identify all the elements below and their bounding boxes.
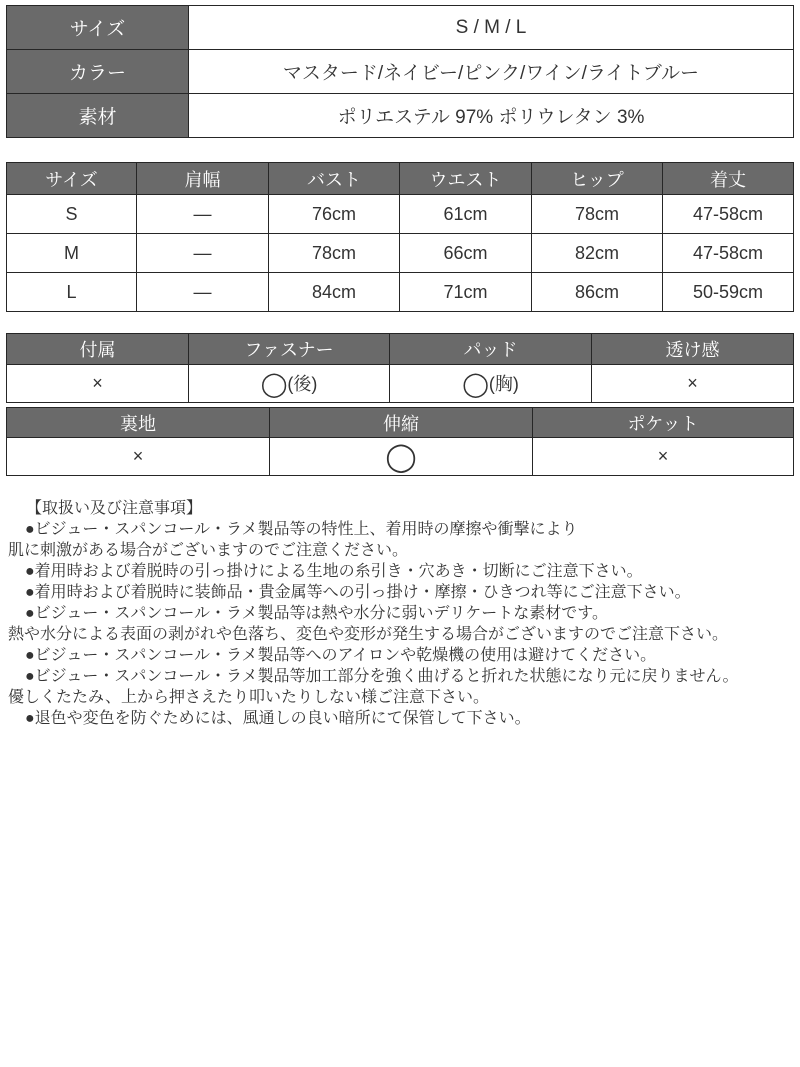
cell: M <box>7 234 137 273</box>
column-header-stretch: 伸縮 <box>270 408 533 438</box>
table-row <box>7 50 794 94</box>
column-header-lining: 裏地 <box>7 408 270 438</box>
care-notes-heading: 【取扱い及び注意事項】 <box>26 500 203 517</box>
care-note-line: 肌に刺激がある場合がございますのでご注意ください。 <box>8 542 409 559</box>
circle-note: (後) <box>287 374 318 394</box>
care-notes <box>6 498 794 729</box>
table-row-m <box>7 234 794 273</box>
cell: 71cm <box>400 273 532 312</box>
size-table-header-row <box>7 163 794 195</box>
cell: ― <box>137 195 269 234</box>
column-header-accessory: 付属 <box>7 334 189 365</box>
cell: 78cm <box>269 234 400 273</box>
spec-label-color: カラー <box>7 50 189 94</box>
cell-fastener <box>189 365 390 403</box>
cross-mark: × <box>657 446 669 466</box>
table-row <box>7 94 794 138</box>
table-row-l <box>7 273 794 312</box>
feature-value-row <box>7 438 794 476</box>
feature-table-group1 <box>6 333 794 403</box>
cell: 66cm <box>400 234 532 273</box>
column-header-pad: パッド <box>390 334 592 365</box>
cell: L <box>7 273 137 312</box>
cross-mark: × <box>687 373 698 393</box>
feature-header-row <box>7 408 794 438</box>
care-note-line: ●退色や変色を防ぐためには、風通しの良い暗所にて保管して下さい。 <box>25 710 531 727</box>
cell: 47-58cm <box>663 234 794 273</box>
care-note-line: ●ビジュー・スパンコール・ラメ製品等へのアイロンや乾燥機の使用は避けてください。 <box>25 647 657 664</box>
circle-mark: ◯ <box>462 371 489 398</box>
circle-mark: ◯ <box>385 440 417 472</box>
cell-pocket <box>533 438 794 476</box>
cell: 76cm <box>269 195 400 234</box>
column-header-transparency: 透け感 <box>592 334 794 365</box>
care-note-line: ●ビジュー・スパンコール・ラメ製品等加工部分を強く曲げると折れた状態になり元に戻りません。 <box>25 668 739 685</box>
column-header-hip: ヒップ <box>532 163 663 195</box>
spec-value-color: マスタード/ネイビー/ピンク/ワイン/ライトブルー <box>189 50 794 94</box>
cell: 84cm <box>269 273 400 312</box>
cell: ― <box>137 273 269 312</box>
column-header-waist: ウエスト <box>400 163 532 195</box>
column-header-size: サイズ <box>7 163 137 195</box>
size-measurement-table <box>6 162 794 312</box>
cross-mark: × <box>132 446 144 466</box>
column-header-length: 着丈 <box>663 163 794 195</box>
care-note-line: ●着用時および着脱時の引っ掛けによる生地の糸引き・穴あき・切断にご注意下さい。 <box>25 563 643 580</box>
table-row <box>7 6 794 50</box>
cell: 82cm <box>532 234 663 273</box>
feature-header-row <box>7 334 794 365</box>
column-header-fastener: ファスナー <box>189 334 390 365</box>
cell: 86cm <box>532 273 663 312</box>
spec-label-material: 素材 <box>7 94 189 138</box>
spec-table <box>6 5 794 138</box>
care-note-line: 優しくたたみ、上から押さえたり叩いたりしない様ご注意下さい。 <box>8 689 489 706</box>
circle-note: (胸) <box>488 374 519 394</box>
care-note-line: ●ビジュー・スパンコール・ラメ製品等は熱や水分に弱いデリケートな素材です。 <box>25 605 608 622</box>
cell-transparency <box>592 365 794 403</box>
column-header-bust: バスト <box>269 163 400 195</box>
column-header-pocket: ポケット <box>533 408 794 438</box>
cell: 78cm <box>532 195 663 234</box>
column-header-shoulder: 肩幅 <box>137 163 269 195</box>
cell-accessory <box>7 365 189 403</box>
care-note-line: ●ビジュー・スパンコール・ラメ製品等の特性上、着用時の摩擦や衝撃により <box>25 521 578 538</box>
spec-label-size: サイズ <box>7 6 189 50</box>
cell-lining <box>7 438 270 476</box>
spec-value-size: S / M / L <box>189 6 794 50</box>
care-note-line: 熱や水分による表面の剥がれや色落ち、変色や変形が発生する場合がございますのでご注意下さい。 <box>8 626 729 643</box>
feature-table-group2 <box>6 407 794 476</box>
spec-value-material: ポリエステル 97% ポリウレタン 3% <box>189 94 794 138</box>
cell: 50-59cm <box>663 273 794 312</box>
table-row-s <box>7 195 794 234</box>
cross-mark: × <box>92 373 103 393</box>
circle-mark: ◯ <box>260 371 288 398</box>
cell: S <box>7 195 137 234</box>
cell: 47-58cm <box>663 195 794 234</box>
cell: ― <box>137 234 269 273</box>
care-note-line: ●着用時および着脱時に装飾品・貴金属等への引っ掛け・摩擦・ひきつれ等にご注意下さい。 <box>25 584 691 601</box>
cell-stretch <box>270 438 533 476</box>
cell-pad <box>390 365 592 403</box>
feature-value-row <box>7 365 794 403</box>
cell: 61cm <box>400 195 532 234</box>
